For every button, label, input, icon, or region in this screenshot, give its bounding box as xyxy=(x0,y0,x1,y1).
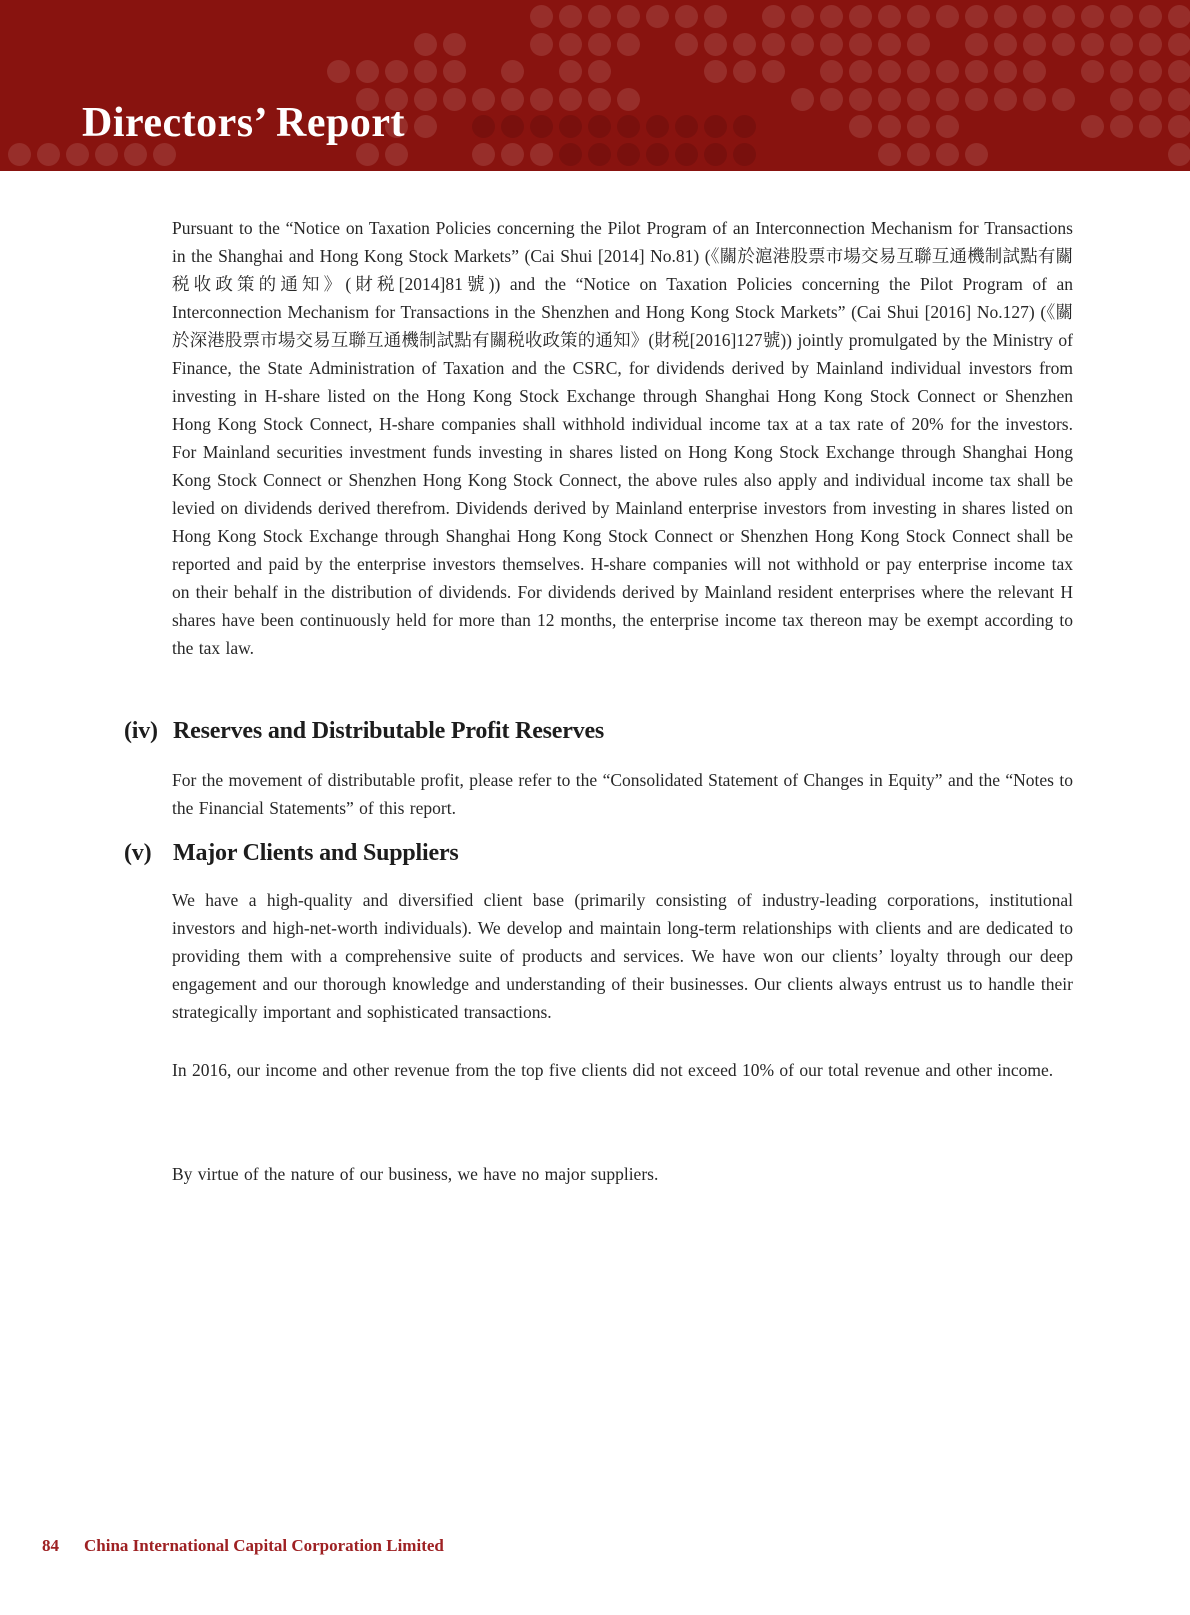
page-title: Directors’ Report xyxy=(82,100,405,146)
clients-paragraph-2: In 2016, our income and other revenue from the top five clients did not exceed 10% of our total revenue and other income. xyxy=(172,1060,1054,1080)
section-title-clients: Major Clients and Suppliers xyxy=(173,840,459,866)
clients-paragraph-3: By virtue of the nature of our business, we have no major suppliers. xyxy=(172,1164,659,1184)
reserves-paragraph: For the movement of distributable profit, please refer to the “Consolidated Statement of Changes in Equity” and the “Notes to the Financial Statements” of this report. xyxy=(172,770,1073,818)
page-footer xyxy=(42,1536,444,1556)
page-header-banner xyxy=(0,0,1190,171)
section-heading-reserves xyxy=(124,718,604,745)
section-heading-clients xyxy=(124,840,459,867)
page-number: 84 xyxy=(42,1536,59,1555)
intro-paragraph: Pursuant to the “Notice on Taxation Policies concerning the Pilot Program of an Interconnection Mechanism for Transactions in the Shanghai and Hong Kong Stock Markets” (Cai Shui [2014] No.81) (《關於滬港股票市場交易互聯互通機制試點有關税收政策的通知》(財税[2014]81號)) and the “Notice on Taxation Policies concerning the Pilot Program of an Interconnection Mechanism for Transactions in the Shenzhen and Hong Kong Stock Markets” (Cai Shui [2016] No.127) (《關於深港股票市場交易互聯互通機制試點有關税收政策的通知》(財税[2016]127號)) jointly promulgated by the Ministry of Finance, the State Administration of Taxation and the CSRC, for dividends derived by Mainland individual investors from investing in H-share listed on the Hong Kong Stock Exchange through Shanghai Hong Kong Stock Connect or Shenzhen Hong Kong Stock Connect, H-share companies shall withhold individual income tax at a tax rate of 20% for the investors. For Mainland securities investment funds investing in shares listed on Hong Kong Stock Exchange through Shanghai Hong Kong Stock Connect or Shenzhen Hong Kong Stock Connect, the above rules also apply and individual income tax shall be levied on dividends derived therefrom. Dividends derived by Mainland enterprise investors from investing in shares listed on Hong Kong Stock Exchange through Shanghai Hong Kong Stock Connect or Shenzhen Hong Kong Stock Connect shall be reported and paid by the enterprise investors themselves. H-share companies will not withhold or pay enterprise income tax on their behalf in the distribution of dividends. For dividends derived by Mainland resident enterprises where the relevant H shares have been continuously held for more than 12 months, the enterprise income tax thereon may be exempt according to the tax law. xyxy=(172,218,1073,658)
company-name: China International Capital Corporation Limited xyxy=(84,1536,444,1555)
section-number-v: (v) xyxy=(124,840,152,866)
clients-paragraph-1: We have a high-quality and diversified client base (primarily consisting of industry-leading corporations, institutional investors and high-net-worth individuals). We develop and maintain long-term relationships with clients and are dedicated to providing them with a comprehensive suite of products and services. We have won our clients’ loyalty through our deep engagement and our thorough knowledge and understanding of their businesses. Our clients always entrust us to handle their strategically important and sophisticated transactions. xyxy=(172,890,1073,1022)
section-number-iv: (iv) xyxy=(124,718,158,744)
section-title-reserves: Reserves and Distributable Profit Reserves xyxy=(173,718,605,744)
